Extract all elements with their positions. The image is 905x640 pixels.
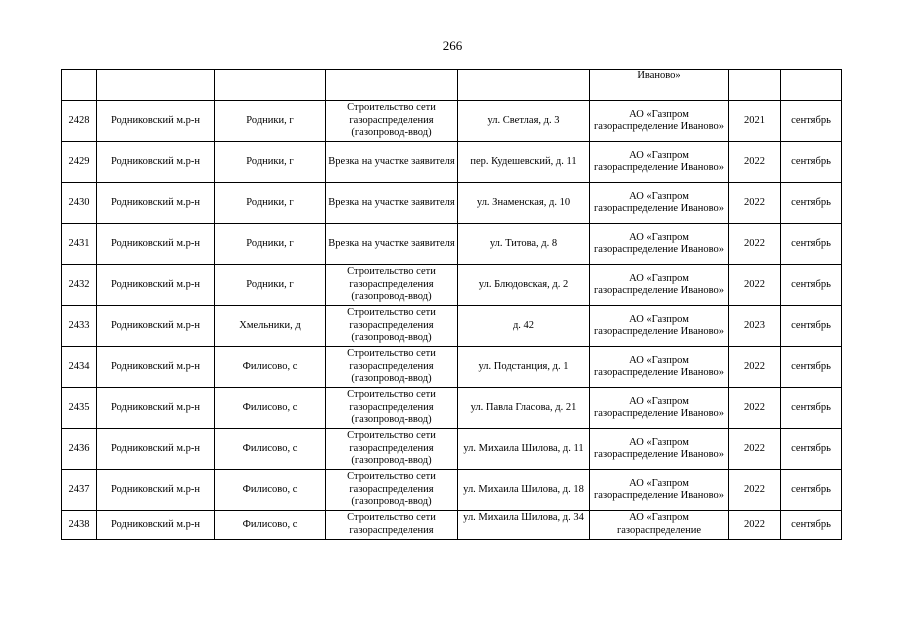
cell-org: АО «Газпром газораспределение Иваново» bbox=[590, 265, 729, 306]
cell-num: 2428 bbox=[62, 101, 97, 142]
cell-num bbox=[62, 70, 97, 101]
cell-num: 2433 bbox=[62, 306, 97, 347]
cell-year: 2022 bbox=[729, 265, 781, 306]
cell-district: Родниковский м.р-н bbox=[97, 511, 215, 540]
table-row bbox=[62, 388, 842, 429]
table-row bbox=[62, 429, 842, 470]
cell-work: Врезка на участке заявителя bbox=[326, 224, 458, 265]
cell-org: АО «Газпром газораспределение Иваново» bbox=[590, 429, 729, 470]
cell-settlement: Филисово, с bbox=[215, 429, 326, 470]
cell-org: АО «Газпром газораспределение Иваново» bbox=[590, 183, 729, 224]
cell-work: Строительство сети газораспределения (газопровод-ввод) bbox=[326, 347, 458, 388]
cell-month: сентябрь bbox=[781, 101, 842, 142]
cell-work: Строительство сети газораспределения bbox=[326, 511, 458, 540]
cell-year: 2022 bbox=[729, 511, 781, 540]
cell-num: 2435 bbox=[62, 388, 97, 429]
cell-num: 2429 bbox=[62, 142, 97, 183]
cell-month: сентябрь bbox=[781, 183, 842, 224]
cell-year: 2022 bbox=[729, 347, 781, 388]
cell-address: ул. Подстанция, д. 1 bbox=[458, 347, 590, 388]
cell-org: АО «Газпром газораспределение Иваново» bbox=[590, 306, 729, 347]
cell-address: ул. Михаила Шилова, д. 34 bbox=[458, 511, 590, 540]
page-number: 266 bbox=[442, 38, 463, 53]
cell-district bbox=[97, 70, 215, 101]
data-table bbox=[61, 69, 842, 540]
cell-address: ул. Светлая, д. 3 bbox=[458, 101, 590, 142]
cell-num: 2436 bbox=[62, 429, 97, 470]
cell-month: сентябрь bbox=[781, 388, 842, 429]
cell-address: ул. Блюдовская, д. 2 bbox=[458, 265, 590, 306]
cell-month: сентябрь bbox=[781, 142, 842, 183]
cell-year: 2022 bbox=[729, 183, 781, 224]
cell-org: Иваново» bbox=[590, 70, 729, 101]
cell-month bbox=[781, 70, 842, 101]
cell-month: сентябрь bbox=[781, 429, 842, 470]
cell-org: АО «Газпром газораспределение bbox=[590, 511, 729, 540]
cell-num: 2430 bbox=[62, 183, 97, 224]
cell-month: сентябрь bbox=[781, 470, 842, 511]
cell-num: 2432 bbox=[62, 265, 97, 306]
cell-district: Родниковский м.р-н bbox=[97, 101, 215, 142]
cell-settlement: Родники, г bbox=[215, 265, 326, 306]
cell-address: ул. Знаменская, д. 10 bbox=[458, 183, 590, 224]
cell-org: АО «Газпром газораспределение Иваново» bbox=[590, 101, 729, 142]
cell-settlement: Родники, г bbox=[215, 224, 326, 265]
cell-year: 2022 bbox=[729, 470, 781, 511]
cell-district: Родниковский м.р-н bbox=[97, 347, 215, 388]
cell-address: пер. Кудешевский, д. 11 bbox=[458, 142, 590, 183]
cell-district: Родниковский м.р-н bbox=[97, 470, 215, 511]
cell-work: Строительство сети газораспределения (газопровод-ввод) bbox=[326, 101, 458, 142]
table-body bbox=[62, 70, 842, 540]
cell-address: ул. Михаила Шилова, д. 18 bbox=[458, 470, 590, 511]
cell-district: Родниковский м.р-н bbox=[97, 183, 215, 224]
table-row bbox=[62, 306, 842, 347]
table-row bbox=[62, 183, 842, 224]
cell-org: АО «Газпром газораспределение Иваново» bbox=[590, 142, 729, 183]
cell-num: 2434 bbox=[62, 347, 97, 388]
table-row-continued bbox=[62, 70, 842, 101]
cell-year: 2023 bbox=[729, 306, 781, 347]
cell-settlement bbox=[215, 70, 326, 101]
cell-month: сентябрь bbox=[781, 306, 842, 347]
cell-num: 2438 bbox=[62, 511, 97, 540]
cell-district: Родниковский м.р-н bbox=[97, 306, 215, 347]
table-row bbox=[62, 347, 842, 388]
cell-work: Строительство сети газораспределения (газопровод-ввод) bbox=[326, 470, 458, 511]
cell-work: Строительство сети газораспределения (газопровод-ввод) bbox=[326, 429, 458, 470]
cell-year: 2022 bbox=[729, 429, 781, 470]
cell-settlement: Филисово, с bbox=[215, 347, 326, 388]
cell-org: АО «Газпром газораспределение Иваново» bbox=[590, 470, 729, 511]
cell-org: АО «Газпром газораспределение Иваново» bbox=[590, 224, 729, 265]
cell-month: сентябрь bbox=[781, 511, 842, 540]
cell-month: сентябрь bbox=[781, 224, 842, 265]
cell-num: 2437 bbox=[62, 470, 97, 511]
cell-address: ул. Титова, д. 8 bbox=[458, 224, 590, 265]
table-row bbox=[62, 470, 842, 511]
cell-num: 2431 bbox=[62, 224, 97, 265]
cell-address bbox=[458, 70, 590, 101]
cell-month: сентябрь bbox=[781, 347, 842, 388]
cell-district: Родниковский м.р-н bbox=[97, 388, 215, 429]
cell-settlement: Филисово, с bbox=[215, 470, 326, 511]
cell-district: Родниковский м.р-н bbox=[97, 265, 215, 306]
cell-year: 2022 bbox=[729, 224, 781, 265]
cell-year: 2022 bbox=[729, 142, 781, 183]
cell-year bbox=[729, 70, 781, 101]
cell-org: АО «Газпром газораспределение Иваново» bbox=[590, 388, 729, 429]
cell-settlement: Родники, г bbox=[215, 183, 326, 224]
cell-org: АО «Газпром газораспределение Иваново» bbox=[590, 347, 729, 388]
cell-work: Строительство сети газораспределения (газопровод-ввод) bbox=[326, 265, 458, 306]
cell-work: Строительство сети газораспределения (газопровод-ввод) bbox=[326, 306, 458, 347]
cell-settlement: Родники, г bbox=[215, 101, 326, 142]
cell-year: 2021 bbox=[729, 101, 781, 142]
cell-address: ул. Павла Гласова, д. 21 bbox=[458, 388, 590, 429]
cell-work: Врезка на участке заявителя bbox=[326, 142, 458, 183]
cell-settlement: Родники, г bbox=[215, 142, 326, 183]
table-row bbox=[62, 224, 842, 265]
cell-settlement: Филисово, с bbox=[215, 388, 326, 429]
cell-month: сентябрь bbox=[781, 265, 842, 306]
table-row bbox=[62, 142, 842, 183]
table-row bbox=[62, 101, 842, 142]
cell-year: 2022 bbox=[729, 388, 781, 429]
cell-address: ул. Михаила Шилова, д. 11 bbox=[458, 429, 590, 470]
cell-settlement: Филисово, с bbox=[215, 511, 326, 540]
cell-work: Строительство сети газораспределения (газопровод-ввод) bbox=[326, 388, 458, 429]
cell-district: Родниковский м.р-н bbox=[97, 142, 215, 183]
cell-settlement: Хмельники, д bbox=[215, 306, 326, 347]
cell-district: Родниковский м.р-н bbox=[97, 429, 215, 470]
table-row bbox=[62, 265, 842, 306]
cell-district: Родниковский м.р-н bbox=[97, 224, 215, 265]
cell-work bbox=[326, 70, 458, 101]
cell-work: Врезка на участке заявителя bbox=[326, 183, 458, 224]
cell-address: д. 42 bbox=[458, 306, 590, 347]
table-row-cut bbox=[62, 511, 842, 540]
